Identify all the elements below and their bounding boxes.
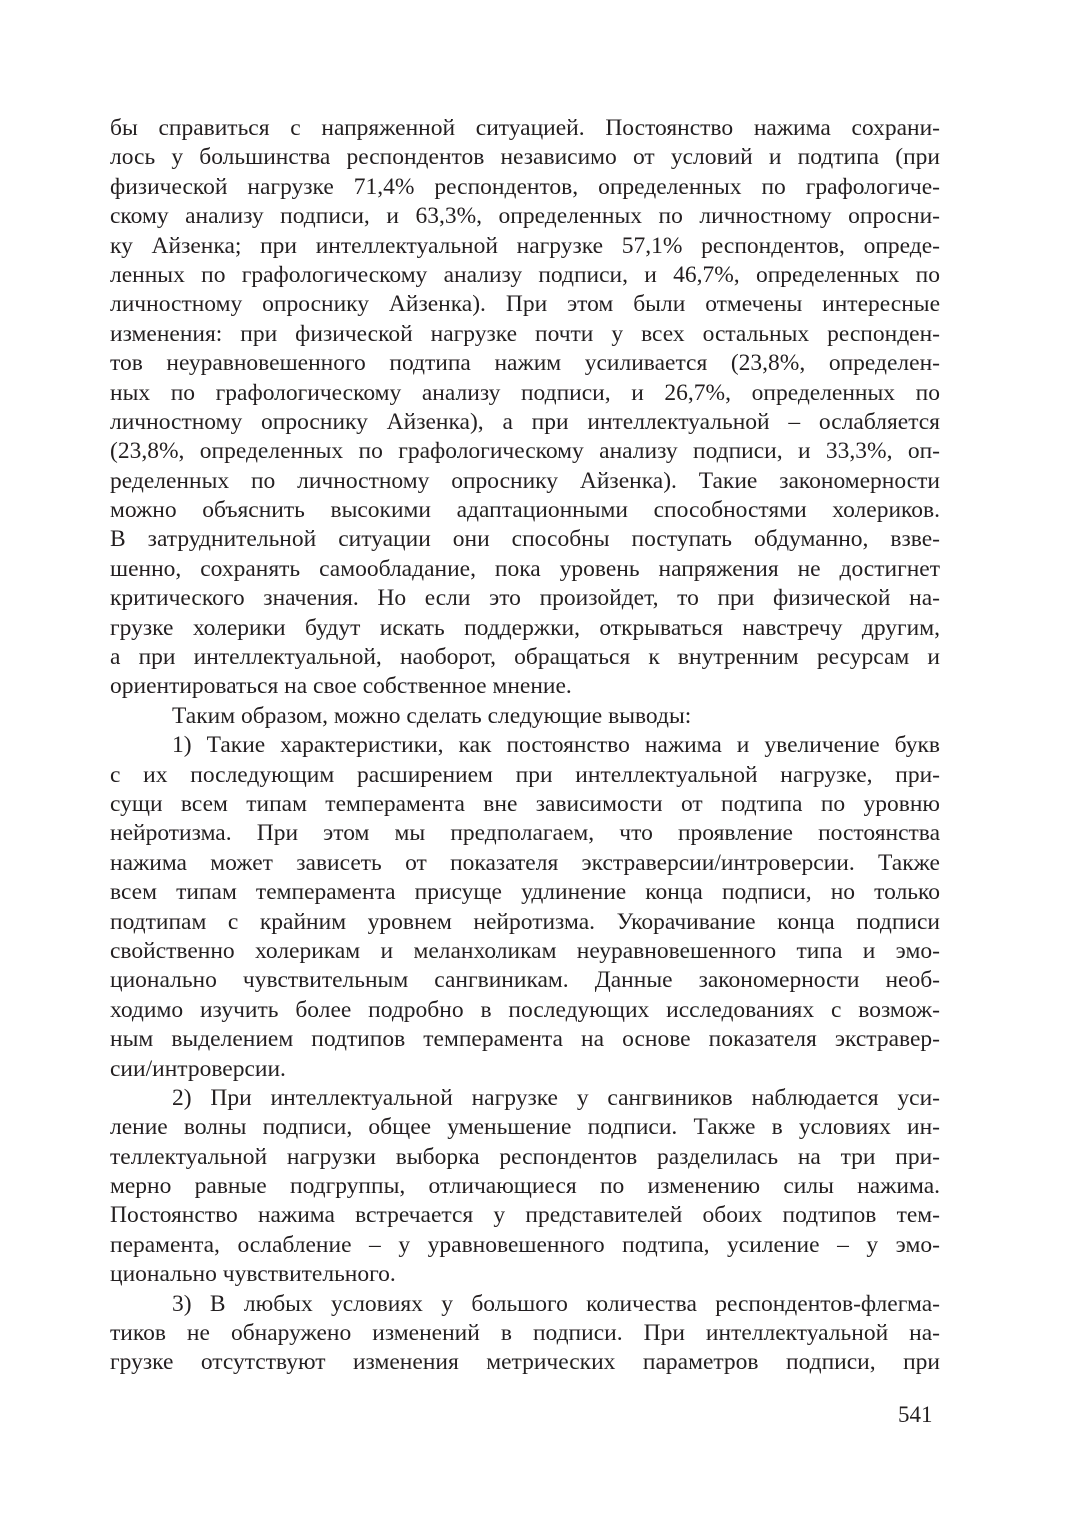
text-line: ходимо изучить более подробно в последующих исследованиях с возмож- <box>110 996 940 1023</box>
text-line: с их последующим расширением при интеллектуальной нагрузке, при- <box>110 761 940 788</box>
text-line: нейротизма. При этом мы предполагаем, что проявление постоянства <box>110 820 940 847</box>
paragraph <box>110 702 940 731</box>
text-line: личностному опроснику Айзенка), а при интеллектуальной – ослабляется <box>110 408 940 435</box>
paragraph <box>110 1290 940 1378</box>
text-line: ленных по графологическому анализу подписи, и 46,7%, определенных по <box>110 261 940 288</box>
page-number: 541 <box>898 1402 933 1427</box>
text-line: ление волны подписи, общее уменьшение подписи. Также в условиях ин- <box>110 1114 940 1141</box>
text-line: ных по графологическому анализу подписи, и 26,7%, определенных по <box>110 379 940 406</box>
text-line: всем типам темперамента присуще удлинение конца подписи, но только <box>110 879 940 906</box>
text-line: мерно равные подгруппы, отличающиеся по изменению силы нажима. <box>110 1173 940 1200</box>
paragraph <box>110 731 940 1084</box>
text-line: ределенных по личностному опроснику Айзенка). Такие закономерности <box>110 467 940 494</box>
text-line: шенно, сохранять самообладание, пока уровень напряжения не достигнет <box>110 555 940 582</box>
paragraph <box>110 1084 940 1290</box>
text-line: теллектуальной нагрузки выборка респондентов разделилась на три при- <box>110 1143 940 1170</box>
text-line: (23,8%, определенных по графологическому анализу подписи, и 33,3%, оп- <box>110 438 940 465</box>
text-line: можно объяснить высокими адаптационными способностями холериков. <box>110 497 940 524</box>
text-line: ным выделением подтипов темперамента на основе показателя экстравер- <box>110 1026 940 1053</box>
paragraph <box>110 114 940 702</box>
text-line: скому анализу подписи, и 63,3%, определенных по личностному опросни- <box>110 203 940 230</box>
text-line: бы справиться с напряженной ситуацией. Постоянство нажима сохрани- <box>110 115 940 141</box>
text-line: сущи всем типам темперамента вне зависимости от подтипа по уровню <box>110 790 940 817</box>
text-line: Таким образом, можно сделать следующие выводы: <box>172 702 692 729</box>
text-line: ориентироваться на свое собственное мнение. <box>110 673 572 700</box>
text-line: свойственно холерикам и меланхоликам неуравновешенного типа и эмо- <box>110 937 940 964</box>
text-line: физической нагрузке 71,4% респондентов, определенных по графологиче- <box>110 173 940 200</box>
text-line: В затруднительной ситуации они способны поступать обдуманно, взве- <box>110 526 940 553</box>
text-line: грузке отсутствуют изменения метрических параметров подписи, при <box>110 1349 940 1376</box>
text-line: Постоянство нажима встречается у представителей обоих подтипов тем- <box>110 1202 940 1229</box>
text-line: грузке холерики будут искать поддержки, открываться навстречу другим, <box>110 614 940 641</box>
text-line: изменения: при физической нагрузке почти у всех остальных респонден- <box>110 320 940 347</box>
text-line: лось у большинства респондентов независимо от условий и подтипа (при <box>110 144 940 171</box>
body-text <box>110 114 940 1378</box>
text-line: нажима может зависеть от показателя экстраверсии/интроверсии. Также <box>110 849 940 876</box>
text-line: подтипам с крайним уровнем нейротизма. Укорачивание конца подписи <box>110 908 940 935</box>
text-line: ционально чувствительным сангвиникам. Данные закономерности необ- <box>110 967 940 994</box>
text-line: 2) При интеллектуальной нагрузке у сангвиников наблюдается уси- <box>172 1084 940 1111</box>
text-line: личностному опроснику Айзенка). При этом были отмечены интересные <box>110 291 940 318</box>
text-line: критического значения. Но если это произойдет, то при физической на- <box>110 585 940 612</box>
text-line: тов неуравновешенного подтипа нажим усиливается (23,8%, определен- <box>110 350 940 377</box>
text-line: 3) В любых условиях у большого количества респондентов-флегма- <box>172 1290 940 1317</box>
text-line: ку Айзенка; при интеллектуальной нагрузке 57,1% респондентов, опреде- <box>110 232 940 259</box>
text-line: перамента, ослабление – у уравновешенного подтипа, усиление – у эмо- <box>110 1231 940 1258</box>
text-line: а при интеллектуальной, наоборот, обращаться к внутренним ресурсам и <box>110 644 940 671</box>
text-line: тиков не обнаружено изменений в подписи. При интеллектуальной на- <box>110 1320 940 1347</box>
text-line: ционально чувствительного. <box>110 1261 396 1288</box>
text-line: сии/интроверсии. <box>110 1055 286 1082</box>
text-line: 1) Такие характеристики, как постоянство нажима и увеличение букв <box>172 732 940 759</box>
